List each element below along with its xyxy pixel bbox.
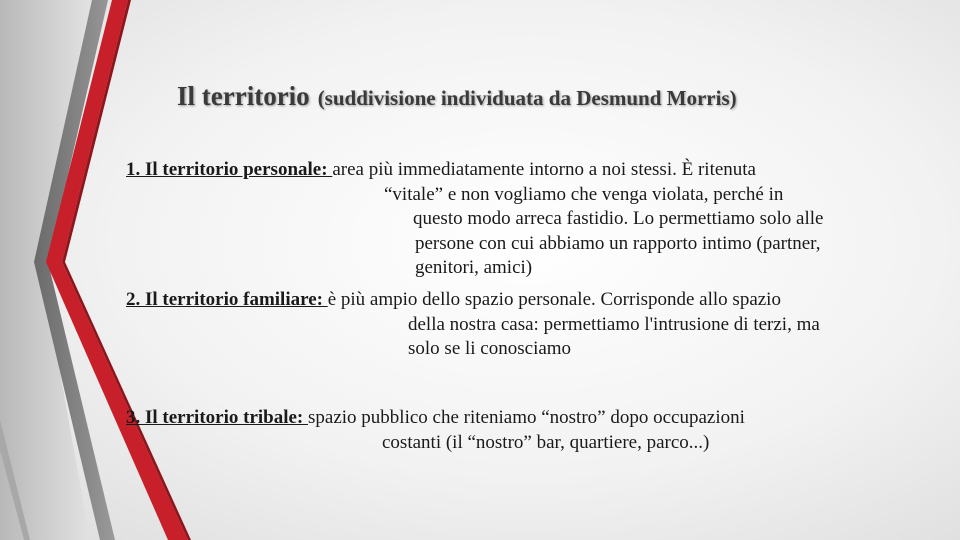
item-line: 1. Il territorio personale: area più immediatamente intorno a noi stessi. È ritenuta [126, 159, 756, 180]
item-personal-territory [126, 158, 824, 281]
item-line: persone con cui abbiamo un rapporto intimo (partner, [415, 232, 821, 254]
term-label: 1. Il territorio personale: [126, 159, 333, 180]
item-line: 3. Il territorio tribale: spazio pubblico che riteniamo “nostro” dopo occupazioni [126, 407, 745, 428]
term-label: 2. Il territorio familiare: [126, 289, 328, 310]
item-line: “vitale” e non vogliamo che venga violata, perché in [384, 183, 784, 205]
item-line: 2. Il territorio familiare: è più ampio dello spazio personale. Corrisponde allo spazio [126, 289, 781, 310]
title-subtitle: (suddivisione individuata da Desmund Morris) [317, 86, 737, 110]
item-line: costanti (il “nostro” bar, quartiere, parco...) [382, 431, 710, 453]
item-line: questo modo arreca fastidio. Lo permettiamo solo alle [413, 208, 824, 229]
item-line: genitori, amici) [415, 257, 533, 278]
item-family-territory [126, 288, 820, 362]
title-main: Il territorio [177, 81, 310, 111]
item-tribal-territory [126, 406, 745, 455]
slide-title [177, 76, 737, 113]
item-line: della nostra casa: permettiamo l'intrusione di terzi, ma [408, 313, 820, 335]
term-label: 3. Il territorio tribale: [126, 407, 309, 428]
item-line: solo se li conosciamo [408, 338, 572, 359]
